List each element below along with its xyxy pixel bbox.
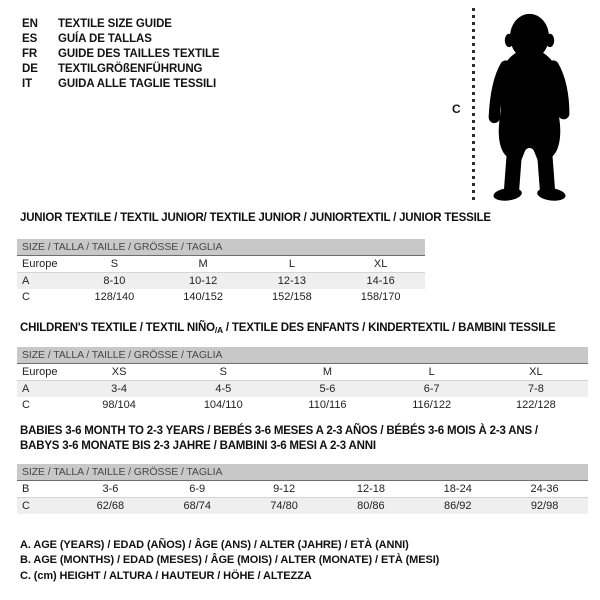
language-list xyxy=(22,17,220,92)
language-label: GUIDA ALLE TAGLIE TESSILI xyxy=(58,78,217,90)
size-cell: M xyxy=(198,258,208,270)
junior-section-title: JUNIOR TEXTILE / TEXTIL JUNIOR/ TEXTILE JUNIOR / JUNIORTEXTIL / JUNIOR TESSILE xyxy=(20,212,491,224)
value-cell: 24-36 xyxy=(530,483,559,495)
language-item xyxy=(22,47,220,62)
size-cell: XS xyxy=(111,366,127,378)
babies-size-table xyxy=(17,464,588,514)
babies-title-line2: BABYS 3-6 MONATE BIS 2-3 JAHRE / BAMBINI 3-6 MESI A 2-3 ANNI xyxy=(20,440,376,452)
value-cell: 98/104 xyxy=(102,399,136,411)
value-cell: 14-16 xyxy=(366,275,395,287)
babies-size-header-bar: SIZE / TALLA / TAILLE / GRÖSSE / TAGLIA xyxy=(17,464,588,481)
value-cell: 62/68 xyxy=(96,500,125,512)
value-cell: 158/170 xyxy=(360,291,401,303)
size-cell: L xyxy=(288,258,295,270)
babies-title-line1: BABIES 3-6 MONTH TO 2-3 YEARS / BEBÉS 3-6 MESES A 2-3 AÑOS / BÉBÉS 3-6 MOIS À 2-3 ANS / xyxy=(20,425,538,437)
value-cell: 8-10 xyxy=(103,275,126,287)
value-cell: 6-7 xyxy=(423,383,440,395)
children-size-header-bar: SIZE / TALLA / TAILLE / GRÖSSE / TAGLIA xyxy=(17,347,588,364)
language-code: FR xyxy=(22,48,38,60)
toddler-silhouette-icon xyxy=(482,6,577,206)
children-title-subscript: /A xyxy=(214,325,223,335)
language-item xyxy=(22,62,220,77)
junior-size-header-bar: SIZE / TALLA / TAILLE / GRÖSSE / TAGLIA xyxy=(17,239,425,256)
language-code: ES xyxy=(22,33,38,45)
row-label: C xyxy=(22,399,30,411)
value-cell: 18-24 xyxy=(443,483,472,495)
value-cell: 7-8 xyxy=(527,383,544,395)
language-label: TEXTILE SIZE GUIDE xyxy=(58,18,172,30)
language-label: TEXTILGRÖßENFÜHRUNG xyxy=(58,63,203,75)
size-cell: M xyxy=(322,366,333,378)
value-cell: 10-12 xyxy=(189,275,218,287)
table-row xyxy=(17,289,425,305)
value-cell: 6-9 xyxy=(189,483,206,495)
table-row xyxy=(17,397,588,413)
value-cell: 92/98 xyxy=(530,500,559,512)
value-cell: 12-13 xyxy=(277,275,306,287)
row-label: A xyxy=(22,383,30,395)
table-row xyxy=(17,364,588,381)
footnote-b: B. AGE (MONTHS) / EDAD (MESES) / ÂGE (MOIS) / ALTER (MONATE) / ETÀ (MESI) xyxy=(20,554,440,567)
junior-size-table xyxy=(17,239,425,305)
language-item xyxy=(22,32,220,47)
language-code: EN xyxy=(22,18,38,30)
value-cell: 104/110 xyxy=(203,399,243,411)
value-cell: 86/92 xyxy=(443,500,472,512)
language-label: GUÍA DE TALLAS xyxy=(58,33,152,45)
size-cell: L xyxy=(428,366,435,378)
children-title-suffix: / TEXTILE DES ENFANTS / KINDERTEXTIL / BAMBINI TESSILE xyxy=(222,322,556,334)
language-label: GUIDE DES TAILLES TEXTILE xyxy=(58,48,220,60)
value-cell: 74/80 xyxy=(270,500,298,512)
row-label: A xyxy=(22,275,30,287)
value-cell: 152/158 xyxy=(271,291,312,303)
value-cell: 80/86 xyxy=(357,500,385,512)
row-label: C xyxy=(22,291,30,303)
size-cell: XL xyxy=(373,258,388,270)
table-row xyxy=(17,498,588,514)
value-cell: 9-12 xyxy=(273,483,296,495)
height-measure-dotted-line xyxy=(472,8,475,204)
size-cell: S xyxy=(219,366,227,378)
babies-section-title xyxy=(20,424,580,454)
value-cell: 3-4 xyxy=(111,383,128,395)
table-row xyxy=(17,481,588,498)
row-label: C xyxy=(22,500,30,512)
height-figure xyxy=(450,6,598,210)
value-cell: 68/74 xyxy=(183,500,211,512)
table-row xyxy=(17,256,425,273)
footnote-a: A. AGE (YEARS) / EDAD (AÑOS) / ÂGE (ANS) / ALTER (JAHRE) / ETÀ (ANNI) xyxy=(20,539,409,551)
value-cell: 5-6 xyxy=(319,383,336,395)
language-item xyxy=(22,77,220,92)
row-label: Europe xyxy=(22,258,58,270)
height-measure-label: C xyxy=(452,102,461,116)
children-size-table xyxy=(17,347,588,413)
language-code: DE xyxy=(22,63,38,75)
table-row xyxy=(17,273,425,289)
value-cell: 122/128 xyxy=(516,399,556,411)
footnotes xyxy=(20,538,439,584)
value-cell: 128/140 xyxy=(94,291,135,303)
value-cell: 116/122 xyxy=(412,399,452,411)
language-item xyxy=(22,17,220,32)
children-section-title xyxy=(20,322,555,334)
value-cell: 3-6 xyxy=(102,483,119,495)
table-row xyxy=(17,381,588,397)
value-cell: 110/116 xyxy=(308,399,347,411)
size-cell: S xyxy=(110,258,119,270)
value-cell: 12-18 xyxy=(356,483,385,495)
row-label: B xyxy=(22,483,30,495)
size-cell: XL xyxy=(529,366,543,378)
row-label: Europe xyxy=(22,366,58,378)
footnote-c: C. (cm) HEIGHT / ALTURA / HAUTEUR / HÖHE / ALTEZZA xyxy=(20,569,312,582)
value-cell: 4-5 xyxy=(215,383,232,395)
value-cell: 140/152 xyxy=(183,291,223,303)
children-title-prefix: CHILDREN'S TEXTILE / TEXTIL NIÑO xyxy=(20,322,215,334)
language-code: IT xyxy=(22,78,33,90)
